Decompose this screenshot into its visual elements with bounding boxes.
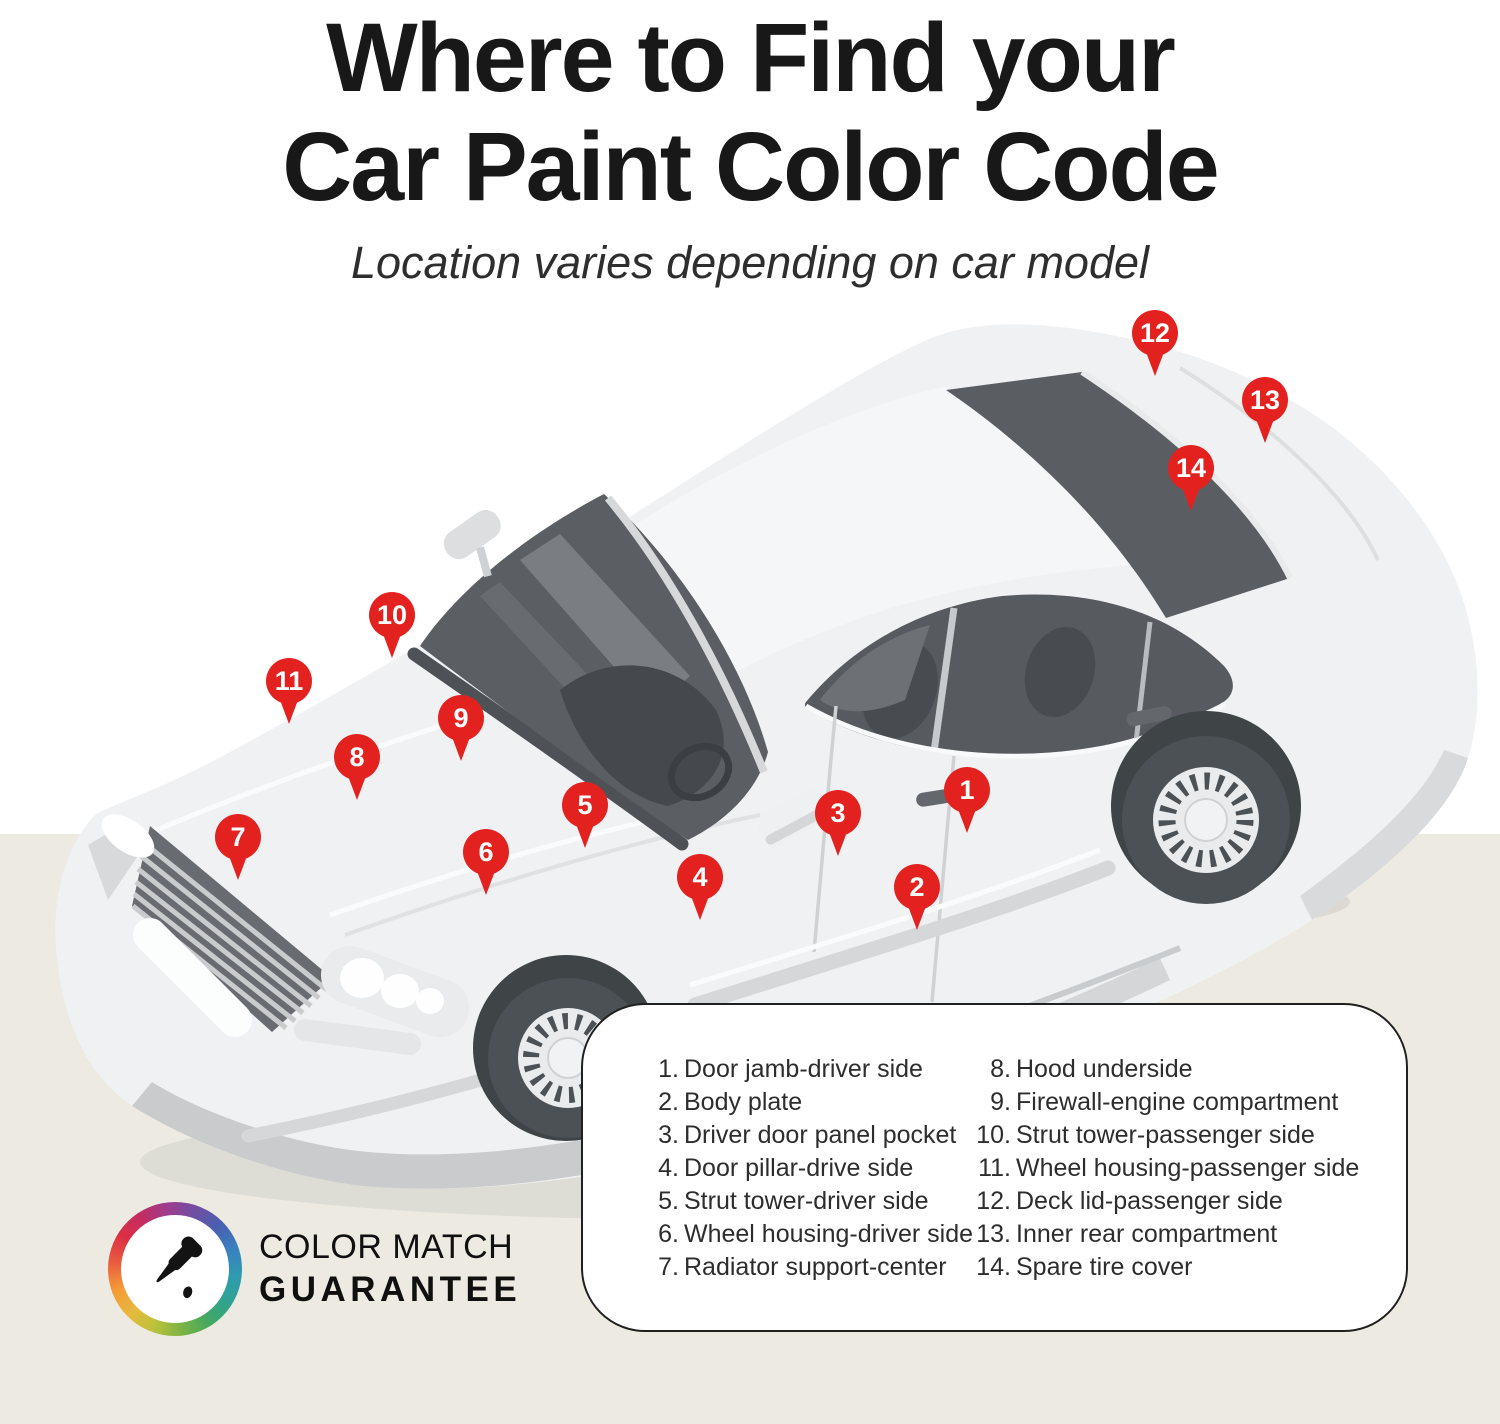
legend-item-label: Wheel housing-driver side xyxy=(684,1220,974,1248)
legend-item-label: Door jamb-driver side xyxy=(684,1055,923,1083)
legend-item-number: 12. xyxy=(976,1187,1011,1215)
pin-number: 6 xyxy=(463,829,509,875)
pin-number: 13 xyxy=(1242,377,1288,423)
legend-item-label: Door pillar-drive side xyxy=(684,1154,914,1182)
legend-item-label: Driver door panel pocket xyxy=(684,1121,957,1149)
badge-line-2: GUARANTEE xyxy=(259,1270,522,1309)
page-title xyxy=(0,4,1500,221)
pin-number: 5 xyxy=(562,782,608,828)
legend-item-label: Body plate xyxy=(684,1088,803,1116)
pin-number: 7 xyxy=(215,814,261,860)
color-wheel-ring-icon xyxy=(108,1202,242,1336)
legend-item-number: 11. xyxy=(978,1154,1011,1182)
legend-item xyxy=(955,1218,1359,1251)
legend-item xyxy=(955,1152,1359,1185)
legend-item xyxy=(627,1185,973,1218)
legend-item-label: Inner rear compartment xyxy=(1016,1220,1278,1248)
legend-item xyxy=(627,1053,973,1086)
pin-number: 3 xyxy=(815,790,861,836)
pin-number: 10 xyxy=(369,592,415,638)
legend-item-number: 2. xyxy=(658,1088,679,1116)
legend-box xyxy=(581,1003,1408,1332)
header xyxy=(0,0,1500,289)
legend-item xyxy=(627,1152,973,1185)
bumper-fog-strip xyxy=(305,1030,410,1044)
legend-item-number: 1. xyxy=(658,1055,679,1083)
legend-item-number: 3. xyxy=(658,1121,679,1149)
eyedropper-icon xyxy=(138,1232,212,1306)
color-match-badge xyxy=(108,1202,521,1336)
legend-item-number: 14. xyxy=(976,1253,1011,1281)
badge-inner-circle xyxy=(121,1215,229,1323)
legend-item-number: 10. xyxy=(976,1121,1011,1149)
legend-item-number: 13. xyxy=(976,1220,1011,1248)
badge-line-1: COLOR MATCH xyxy=(259,1228,514,1266)
legend-item-label: Spare tire cover xyxy=(1016,1253,1193,1281)
legend-item-label: Strut tower-passenger side xyxy=(1016,1121,1315,1149)
legend-item-label: Hood underside xyxy=(1016,1055,1193,1083)
legend-column-1 xyxy=(627,1053,973,1284)
title-line-2: Car Paint Color Code xyxy=(282,111,1218,221)
legend-item-label: Firewall-engine compartment xyxy=(1016,1088,1339,1116)
legend-item xyxy=(955,1086,1359,1119)
legend-item xyxy=(627,1119,973,1152)
legend-item xyxy=(627,1218,973,1251)
legend-item-number: 8. xyxy=(990,1055,1011,1083)
pin-number: 11 xyxy=(266,658,312,704)
pin-number: 2 xyxy=(894,864,940,910)
pin-number: 1 xyxy=(944,767,990,813)
legend-item xyxy=(955,1251,1359,1284)
legend-column-2 xyxy=(955,1053,1359,1284)
legend-item-number: 9. xyxy=(990,1088,1011,1116)
pin-number: 9 xyxy=(438,695,484,741)
legend-item xyxy=(627,1251,973,1284)
pin-number: 4 xyxy=(677,854,723,900)
legend-item xyxy=(955,1185,1359,1218)
legend-item-label: Deck lid-passenger side xyxy=(1016,1187,1283,1215)
page-subtitle: Location varies depending on car model xyxy=(350,237,1150,289)
legend-item-number: 5. xyxy=(658,1187,679,1215)
legend-item-label: Strut tower-driver side xyxy=(684,1187,929,1215)
legend-item-label: Wheel housing-passenger side xyxy=(1016,1154,1360,1182)
legend-item-label: Radiator support-center xyxy=(684,1253,947,1281)
legend-item-number: 7. xyxy=(658,1253,679,1281)
legend-item xyxy=(627,1086,973,1119)
badge-text xyxy=(259,1228,521,1310)
title-line-1: Where to Find your xyxy=(326,3,1174,112)
pin-number: 12 xyxy=(1132,310,1178,356)
legend-item xyxy=(955,1119,1359,1152)
pin-number: 14 xyxy=(1168,445,1214,491)
legend-item xyxy=(955,1053,1359,1086)
pin-number: 8 xyxy=(334,734,380,780)
legend-item-number: 6. xyxy=(658,1220,679,1248)
legend-item-number: 4. xyxy=(658,1154,679,1182)
